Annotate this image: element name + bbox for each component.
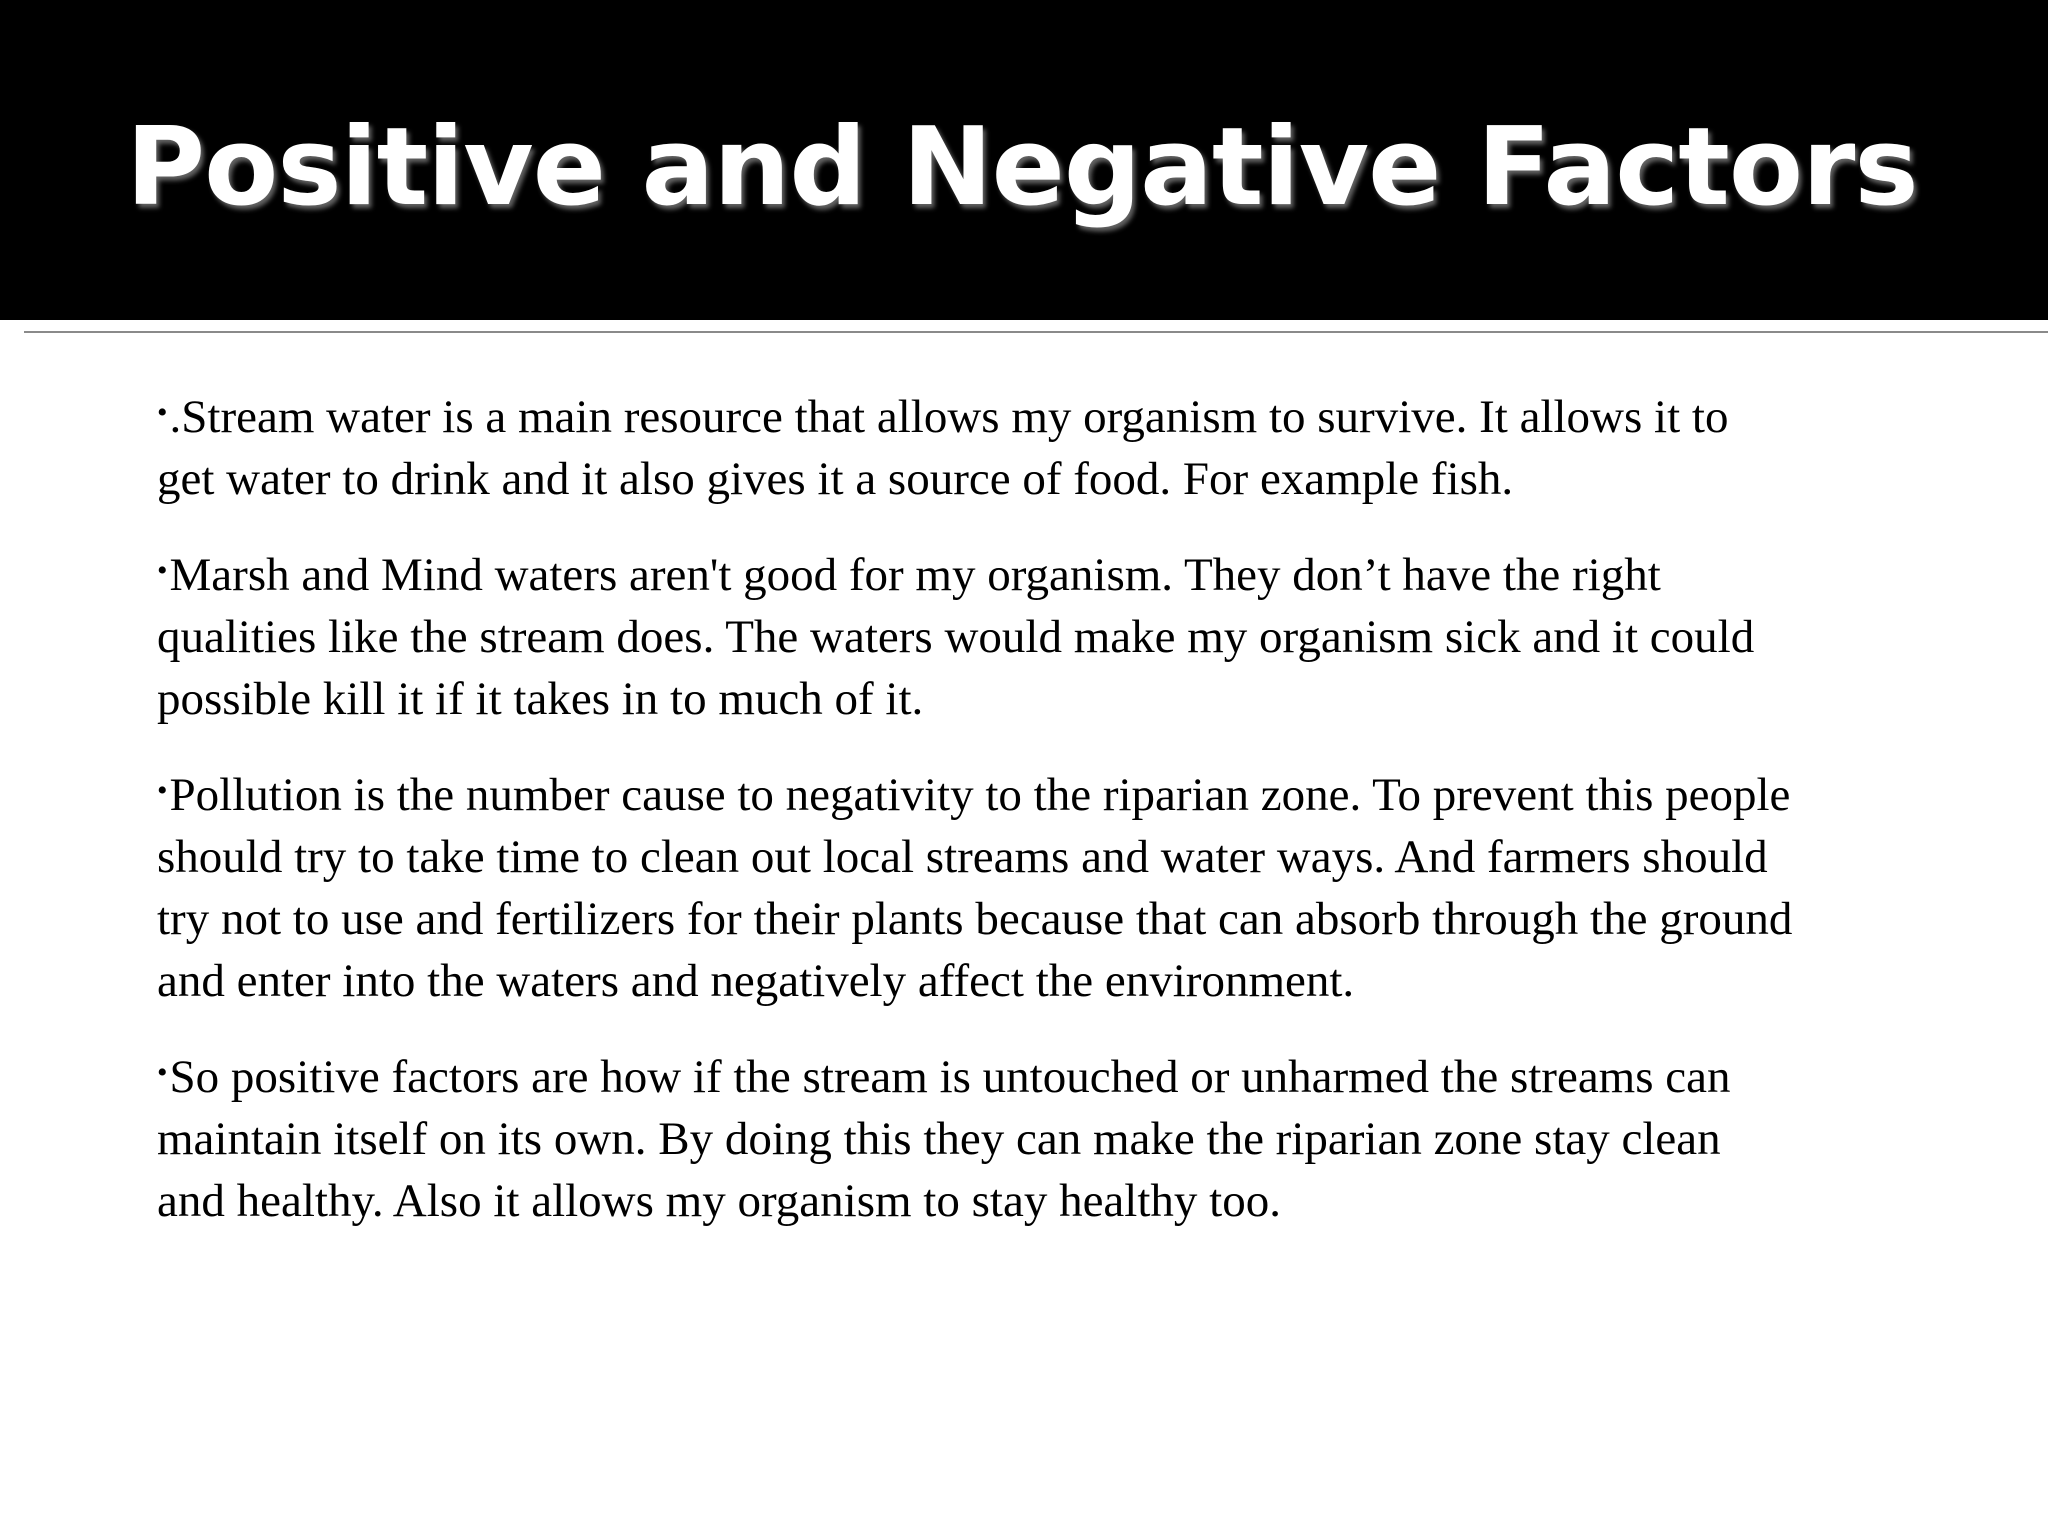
- bullet-text: .Stream water is a main resource that allows my organism to survive. It allows it to get water to drink and it also gives it a source of food. For example fish.: [157, 391, 1729, 505]
- bullet-marker: •: [157, 1056, 168, 1089]
- title-divider: [24, 331, 2048, 333]
- bullet-text: Pollution is the number cause to negativity to the riparian zone. To prevent this people should try to take time to clean out local streams and water ways. And farmers should try not to use and fertilizers for their plants because that can absorb through the ground and enter into the waters and negatively affect the environment.: [157, 769, 1793, 1007]
- slide-title: Positive and Negative Factors: [126, 105, 1918, 230]
- bullet-item-pollution: [157, 760, 1797, 1012]
- bullet-marker: •: [157, 774, 168, 807]
- title-bar: [0, 0, 2048, 320]
- bullet-marker: •: [157, 396, 168, 429]
- bullet-text: So positive factors are how if the stream is untouched or unharmed the streams can maintain itself on its own. By doing this they can make the riparian zone stay clean and healthy. Also it allows my organism to stay healthy too.: [157, 1051, 1731, 1227]
- bullet-item-stream-water: [157, 382, 1797, 510]
- bullet-item-positive-factors: [157, 1042, 1797, 1232]
- bullet-list: [157, 382, 1797, 1262]
- bullet-item-marsh-waters: [157, 540, 1797, 730]
- bullet-text: Marsh and Mind waters aren't good for my organism. They don’t have the right qualities like the stream does. The waters would make my organism sick and it could possible kill it if it takes in to much of it.: [157, 549, 1755, 725]
- bullet-marker: •: [157, 554, 168, 587]
